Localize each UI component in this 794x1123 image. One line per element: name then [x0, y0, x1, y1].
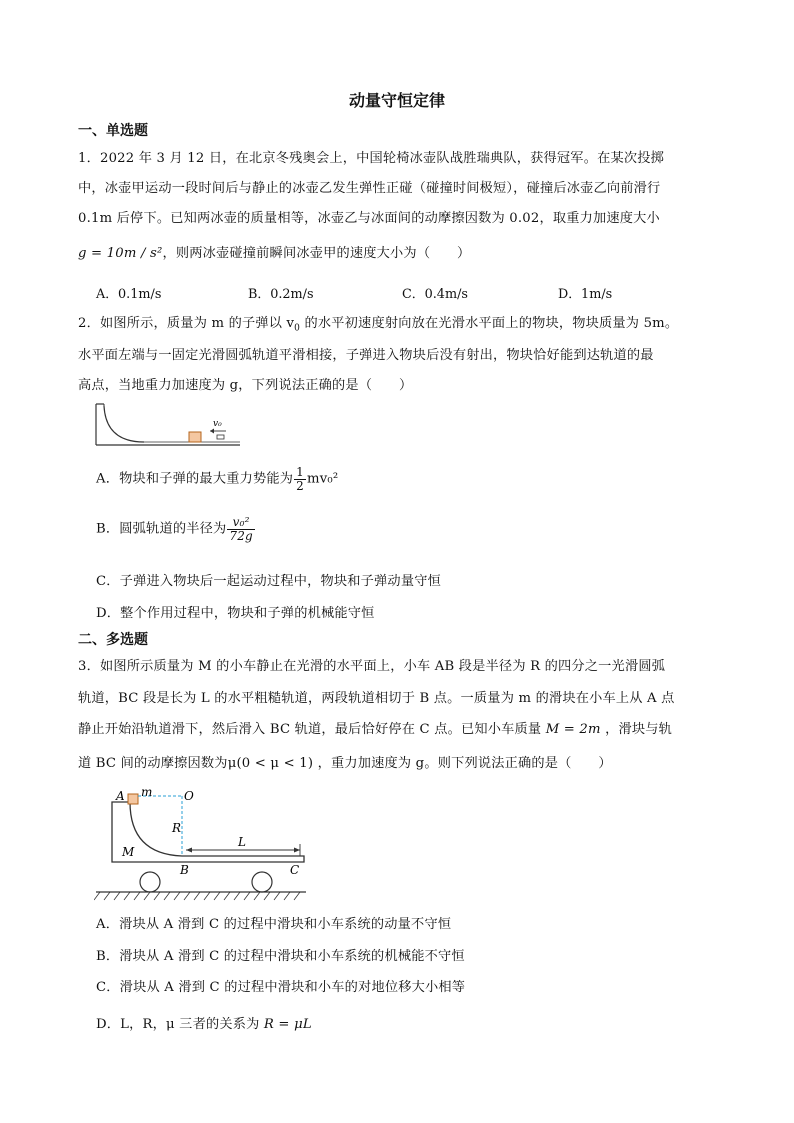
question-2-option-b[interactable] [96, 516, 256, 542]
question-1-line-4: ，则两冰壶碰撞前瞬间冰壶甲的速度大小为（ ） [162, 246, 471, 261]
label-r: R [172, 821, 182, 835]
page-title: 动量守恒定律 [348, 91, 445, 110]
wheel-icon [252, 872, 272, 892]
question-3-line-3-tail: ，滑块与轨 [600, 722, 673, 737]
arrow-left-icon [186, 848, 192, 853]
fraction-denominator: 72g [229, 528, 253, 543]
question-2-option-a-text: A．物块和子弹的最大重力势能为 [96, 471, 294, 487]
question-2-option-d[interactable]: D．整个作用过程中，物块和子弹的机械能守恒 [96, 606, 375, 621]
question-1-option-c[interactable]: C．0.4m/s [402, 287, 468, 302]
ground-hatching [94, 892, 300, 900]
question-3-option-d-formula: R = μL [263, 1017, 312, 1032]
question-2-line-2: 水平面左端与一固定光滑圆弧轨道平滑相接，子弹进入物块后没有射出，物块恰好能到达轨道的最 [78, 348, 654, 363]
question-2-line-1-b: 的水平初速度射向放在光滑水平面上的物块，物块质量为 5m。 [300, 316, 679, 331]
question-2-line-1 [78, 312, 678, 334]
label-o: O [184, 789, 194, 803]
section-heading-multiple-choice: 二、多选题 [78, 632, 148, 648]
question-2-option-a-tail: mv₀² [307, 471, 339, 487]
label-m-cart: M [122, 845, 135, 859]
question-2-option-c[interactable]: C．子弹进入物块后一起运动过程中，物块和子弹动量守恒 [96, 574, 441, 589]
question-2-v-subscript: 0 [294, 323, 301, 334]
question-2-option-b-text: B．圆弧轨道的半径为 [96, 521, 227, 537]
block-icon [189, 432, 201, 442]
label-c: C [290, 863, 300, 877]
fraction-numerator: 1 [296, 465, 304, 479]
question-1-formula: g = 10m / s² [78, 246, 163, 261]
question-3-option-c[interactable]: C．滑块从 A 滑到 C 的过程中滑块和小车的对地位移大小相等 [96, 980, 466, 995]
question-3-mass-relation: M = 2m [545, 722, 601, 737]
question-1-line-2: 中，冰壶甲运动一段时间后与静止的冰壶乙发生弹性正碰（碰撞时间极短），碰撞后冰壶乙向前滑行 [78, 181, 661, 196]
question-3-line-3: 静止开始沿轨道滑下，然后滑入 BC 轨道，最后恰好停在 C 点。已知小车质量 [78, 722, 546, 737]
fraction-numerator: v₀² [227, 516, 255, 530]
label-a: A [116, 789, 125, 803]
question-3-line-1: 3．如图所示质量为 M 的小车静止在光滑的水平面上，小车 AB 段是半径为 R 的四分之一光滑圆弧 [78, 659, 666, 674]
bullet-icon [217, 435, 224, 439]
fraction-denominator: 2 [296, 478, 304, 493]
arrow-right-icon [294, 848, 300, 853]
question-1-option-d[interactable]: D．1m/s [558, 287, 613, 302]
question-2-line-3: 高点，当地重力加速度为 g，下列说法正确的是（ ） [78, 378, 413, 393]
arrow-left-icon [210, 429, 214, 434]
question-3-option-a[interactable]: A．滑块从 A 滑到 C 的过程中滑块和小车系统的动量不守恒 [96, 917, 452, 932]
question-2-figure [92, 400, 242, 448]
question-3-line-4: 道 BC 间的动摩擦因数为μ(0 < μ < 1) ，重力加速度为 g。则下列说法正确的是（ ） [78, 756, 612, 771]
block-icon [128, 794, 138, 804]
question-3-line-2: 轨道，BC 段是长为 L 的水平粗糙轨道，两段轨道相切于 B 点。一质量为 m 的滑块在小车上从 A 点 [78, 691, 675, 706]
question-1-line-1: 1．2022 年 3 月 12 日，在北京冬残奥会上，中国轮椅冰壶队战胜瑞典队，获得冠军。在某次投掷 [78, 151, 665, 166]
question-3-figure [94, 784, 310, 902]
question-3-option-d-text: D．L，R，μ 三者的关系为 [96, 1017, 264, 1032]
label-m: m [141, 785, 153, 799]
question-3-option-b[interactable]: B．滑块从 A 滑到 C 的过程中滑块和小车系统的机械能不守恒 [96, 949, 465, 964]
wheel-icon [140, 872, 160, 892]
label-b: B [180, 863, 189, 877]
section-heading-single-choice: 一、单选题 [78, 123, 148, 139]
label-l: L [238, 835, 246, 849]
question-1-line-3: 0.1m 后停下。已知两冰壶的质量相等，冰壶乙与冰面间的动摩擦因数为 0.02，取重力加速度大小 [78, 211, 660, 226]
question-3-option-d[interactable] [96, 1013, 312, 1032]
question-1-option-a[interactable]: A．0.1m/s [96, 287, 162, 302]
question-2-option-a[interactable] [96, 466, 338, 492]
question-2-line-1-a: 2．如图所示，质量为 m 的子弹以 v [78, 316, 295, 331]
question-1-option-b[interactable]: B．0.2m/s [248, 287, 314, 302]
v0-label: v₀ [213, 419, 222, 429]
